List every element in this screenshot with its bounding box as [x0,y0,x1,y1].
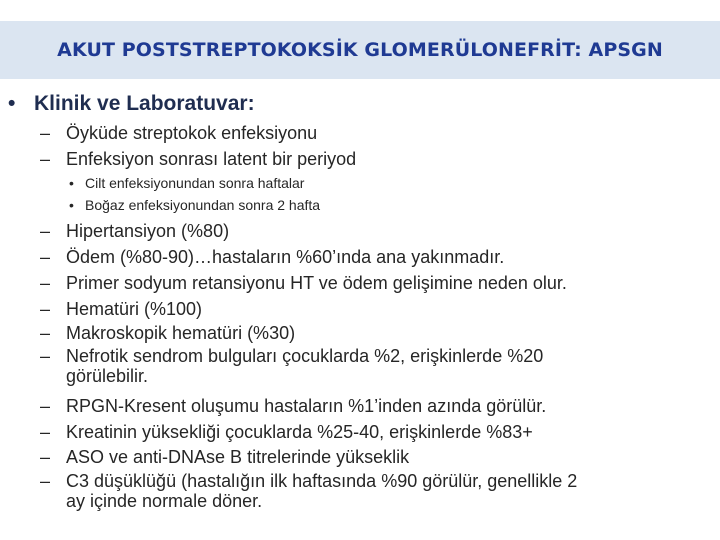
bullet-icon: • [8,92,16,115]
dash-icon: – [40,123,51,143]
list-item-continuation: ay içinde normale döner. [66,491,263,511]
list-item: – Enfeksiyon sonrası latent bir periyod [40,149,357,169]
dash-icon: – [40,471,51,491]
dash-icon: – [40,323,51,343]
list-item: – Öyküde streptokok enfeksiyonu [40,123,318,143]
list-item: – C3 düşüklüğü (hastalığın ilk haftasında %90 görülür, genellikle 2 ay içinde normale döner. [40,471,578,511]
list-item: – RPGN-Kresent oluşumu hastaların %1’inden azında görülür. [40,396,547,416]
bullet-icon: • [69,175,74,191]
slide-title: AKUT POSTSTREPTOKOKSİK GLOMERÜLONEFRİT: APSGN [57,39,663,61]
section-heading [8,92,255,116]
list-item: – Nefrotik sendrom bulguları çocuklarda %2, erişkinlerde %20 görülebilir. [40,346,544,386]
list-item: – Ödem (%80-90)…hastaların %60’ında ana yakınmadır. [40,247,505,267]
dash-icon: – [40,149,51,169]
list-item-continuation: görülebilir. [66,366,149,386]
bullet-icon: • [69,197,74,213]
list-item: – ASO ve anti-DNAse B titrelerinde yükseklik [40,447,410,467]
heading-text: Klinik ve Laboratuvar: [34,92,255,115]
dash-icon: – [40,247,51,267]
dash-icon: – [40,299,51,319]
list-item: – Hipertansiyon (%80) [40,221,230,241]
dash-icon: – [40,396,51,416]
dash-icon: – [40,221,51,241]
list-item: – Kreatinin yüksekliği çocuklarda %25-40, erişkinlerde %83+ [40,422,533,442]
dash-icon: – [40,273,51,293]
sub-list-item: • Cilt enfeksiyonundan sonra haftalar [69,175,305,191]
list-item: – Hematüri (%100) [40,299,203,319]
dash-icon: – [40,346,51,366]
dash-icon: – [40,447,51,467]
sub-list-item: • Boğaz enfeksiyonundan sonra 2 hafta [69,197,321,213]
dash-icon: – [40,422,51,442]
list-item: – Makroskopik hematüri (%30) [40,323,296,343]
list-item: – Primer sodyum retansiyonu HT ve ödem gelişimine neden olur. [40,273,567,293]
